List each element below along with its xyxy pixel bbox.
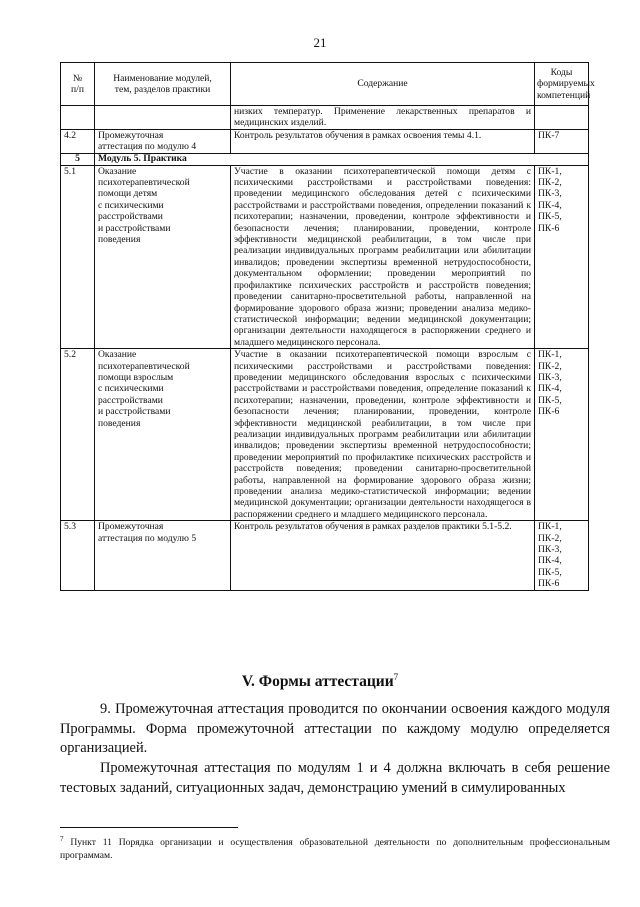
footnote-text: Пункт 11 Порядка организации и осуществления образовательной деятельности по дополнительным профессиональным программам.	[60, 837, 610, 862]
row-content: Участие в оказании психотерапевтической помощи детям с психическими расстройствами и расстройствами поведения: проведении медицинского обследования детей с психическими расстройствами и расстройствами поведения, определении показаний к психотерапии; назначении, проведении, контроле эффективности и безопасности лечения; планировании, проведении, контроле эффективности медицинской реабилитации, в том числе при реализации индивидуальных программ реабилитации или абилитации инвалидов; проведении экспертизы временной нетрудоспособности, документальном оформлении; проведении мероприятий по профилактике психических расстройств и расстройств поведения; проведении санитарно-просветительной работы, направленной на формирование здорового образа жизни; проведении анализа медико-статистической информации; ведении медицинской документации; организации деятельности находящегося в распоряжении среднего и младшего медицинского персонала.	[231, 165, 535, 349]
row-codes: ПК-1, ПК-2, ПК-3, ПК-4, ПК-5, ПК-6	[535, 349, 589, 521]
page-number: 21	[313, 35, 327, 50]
row-number: 5.1	[61, 165, 95, 349]
footnote	[60, 833, 610, 862]
row-codes: ПК-1, ПК-2, ПК-3, ПК-4, ПК-5, ПК-6	[535, 165, 589, 349]
section-footnote-mark: 7	[393, 672, 399, 682]
footnote-divider	[60, 827, 238, 828]
header-codes: Коды формируемых компетенций	[535, 63, 589, 106]
row-content: Контроль результатов обучения в рамках освоения темы 4.1.	[231, 129, 535, 153]
row-content: Контроль результатов обучения в рамках разделов практики 5.1-5.2.	[231, 521, 535, 590]
row-number: 5	[61, 153, 95, 165]
row-name: Промежуточная аттестация по модулю 5	[95, 521, 231, 590]
table-row	[61, 106, 589, 130]
row-name	[95, 106, 231, 130]
table-row	[61, 349, 589, 521]
table-header-row	[61, 63, 589, 106]
row-number: 4.2	[61, 129, 95, 153]
section-title-text: V. Формы аттестации	[241, 673, 394, 691]
header-num: № п/п	[61, 63, 95, 106]
row-number: 5.3	[61, 521, 95, 590]
module-title: Модуль 5. Практика	[95, 153, 589, 165]
table-row	[61, 521, 589, 590]
table-body	[61, 106, 589, 591]
row-name: Оказание психотерапевтической помощи детям с психическими расстройствами и расстройствами поведения	[95, 165, 231, 349]
paragraph-2: Промежуточная аттестация по модулям 1 и 4 должна включать в себя решение тестовых заданий, ситуационных задач, демонстрацию умений в симулированных	[60, 760, 610, 796]
module-row	[61, 153, 589, 165]
footnote-mark: 7	[60, 835, 64, 843]
header-content: Содержание	[231, 63, 535, 106]
header-name: Наименование модулей, тем, разделов практики	[95, 63, 231, 106]
paragraph-1: 9. Промежуточная аттестация проводится по окончании освоения каждого модуля Программы. Форма промежуточной аттестации по каждому модулю определяется организацией.	[60, 701, 610, 757]
row-number	[61, 106, 95, 130]
table-row	[61, 165, 589, 349]
row-name: Промежуточная аттестация по модулю 4	[95, 129, 231, 153]
row-codes: ПК-1, ПК-2, ПК-3, ПК-4, ПК-5, ПК-6	[535, 521, 589, 590]
table-row	[61, 129, 589, 153]
row-content: низких температур. Применение лекарственных препаратов и медицинских изделий.	[231, 106, 535, 130]
row-content: Участие в оказании психотерапевтической помощи взрослым с психическими расстройствами и расстройствами поведения: проведении медицинского обследования взрослых с психическими расстройствами и расстройствами поведения, определение показаний к психотерапии; назначении, проведении, контроле эффективности и безопасности лечения; планировании, проведении, контроле эффективности медицинской реабилитации, в том числе при реализации индивидуальных программ реабилитации или абилитации инвалидов; проведении экспертизы временной нетрудоспособности; проведении мероприятий по профилактике психических расстройств и расстройств поведения; проведении санитарно-просветительной работы, направленной на формирование здорового образа жизни; проведении анализа медико-статистической информации; ведении медицинской документации; организации деятельности находящегося в распоряжении среднего и младшего медицинского персонала.	[231, 349, 535, 521]
section-title	[0, 672, 640, 691]
row-name: Оказание психотерапевтической помощи взрослым с психическими расстройствами и расстройствами поведения	[95, 349, 231, 521]
row-codes	[535, 106, 589, 130]
row-number: 5.2	[61, 349, 95, 521]
row-codes: ПК-7	[535, 129, 589, 153]
program-table	[60, 62, 595, 591]
